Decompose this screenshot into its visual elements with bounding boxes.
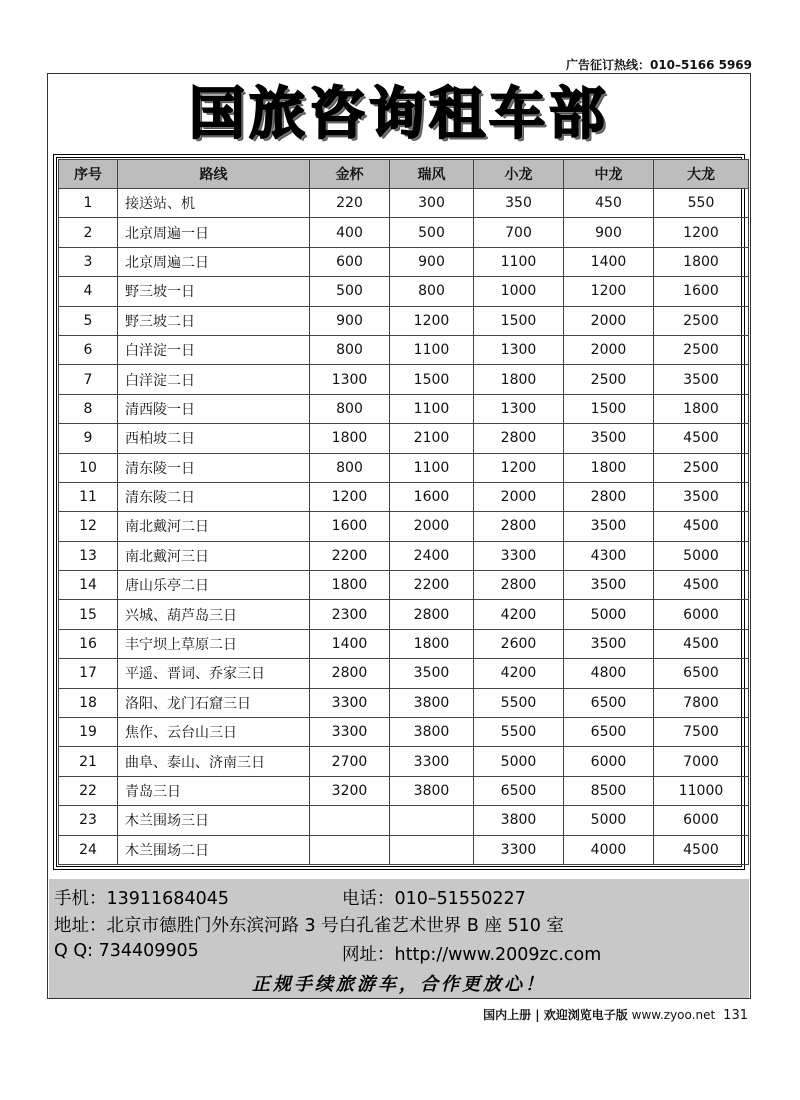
table-row — [59, 394, 749, 423]
cell-jinbei: 1300 — [310, 365, 390, 394]
cell-ruifeng: 2100 — [390, 424, 474, 453]
cell-route: 接送站、机 — [118, 189, 310, 218]
cell-route: 焦作、云台山三日 — [118, 718, 310, 747]
cell-xiaolong: 1300 — [474, 335, 564, 364]
cell-jinbei: 500 — [310, 277, 390, 306]
cell-index: 24 — [59, 835, 118, 864]
cell-dalong: 550 — [654, 189, 749, 218]
qq-text: Q Q: 734409905 — [54, 941, 199, 961]
slogan: 正规手续旅游车，合作更放心！ — [252, 974, 546, 995]
price-table — [58, 159, 749, 865]
table-row — [59, 247, 749, 276]
cell-jinbei: 800 — [310, 453, 390, 482]
table-row — [59, 629, 749, 658]
cell-dalong: 4500 — [654, 512, 749, 541]
contact-panel — [49, 879, 749, 998]
header-route: 路线 — [118, 160, 310, 189]
cell-ruifeng: 300 — [390, 189, 474, 218]
cell-zhonglong: 450 — [564, 189, 654, 218]
cell-ruifeng: 1500 — [390, 365, 474, 394]
cell-dalong: 1800 — [654, 247, 749, 276]
cell-index: 15 — [59, 600, 118, 629]
cell-dalong: 4500 — [654, 571, 749, 600]
cell-route: 唐山乐亭二日 — [118, 571, 310, 600]
header-ruifeng: 瑞风 — [390, 160, 474, 189]
cell-index: 4 — [59, 277, 118, 306]
cell-ruifeng: 3800 — [390, 718, 474, 747]
cell-dalong: 6000 — [654, 806, 749, 835]
cell-jinbei: 2200 — [310, 541, 390, 570]
footer-site: www.zyoo.net — [627, 1008, 716, 1022]
cell-route: 清西陵一日 — [118, 394, 310, 423]
cell-xiaolong: 2600 — [474, 629, 564, 658]
table-row — [59, 482, 749, 511]
cell-jinbei: 2700 — [310, 747, 390, 776]
table-row — [59, 189, 749, 218]
table-row — [59, 806, 749, 835]
cell-zhonglong: 4000 — [564, 835, 654, 864]
cell-jinbei: 800 — [310, 394, 390, 423]
cell-zhonglong: 2800 — [564, 482, 654, 511]
cell-route: 南北戴河三日 — [118, 541, 310, 570]
cell-xiaolong: 1800 — [474, 365, 564, 394]
cell-dalong: 4500 — [654, 835, 749, 864]
table-row — [59, 571, 749, 600]
cell-route: 洛阳、龙门石窟三日 — [118, 688, 310, 717]
cell-dalong: 2500 — [654, 306, 749, 335]
cell-index: 22 — [59, 776, 118, 805]
cell-ruifeng: 2400 — [390, 541, 474, 570]
cell-index: 18 — [59, 688, 118, 717]
cell-index: 14 — [59, 571, 118, 600]
cell-index: 21 — [59, 747, 118, 776]
cell-zhonglong: 3500 — [564, 629, 654, 658]
table-row — [59, 541, 749, 570]
table-row — [59, 747, 749, 776]
cell-jinbei: 1400 — [310, 629, 390, 658]
cell-index: 10 — [59, 453, 118, 482]
table-row — [59, 277, 749, 306]
cell-xiaolong: 1300 — [474, 394, 564, 423]
cell-jinbei: 3200 — [310, 776, 390, 805]
cell-ruifeng — [390, 835, 474, 864]
table-row — [59, 335, 749, 364]
table-row — [59, 776, 749, 805]
cell-ruifeng: 3800 — [390, 688, 474, 717]
cell-jinbei: 3300 — [310, 688, 390, 717]
cell-ruifeng: 3300 — [390, 747, 474, 776]
table-row — [59, 835, 749, 864]
cell-route: 木兰围场三日 — [118, 806, 310, 835]
table-row — [59, 512, 749, 541]
cell-xiaolong: 5000 — [474, 747, 564, 776]
cell-ruifeng — [390, 806, 474, 835]
page-number: 131 — [723, 1008, 748, 1023]
table-row — [59, 218, 749, 247]
cell-ruifeng: 900 — [390, 247, 474, 276]
price-table-container — [53, 154, 745, 870]
cell-route: 北京周遍一日 — [118, 218, 310, 247]
cell-route: 木兰围场二日 — [118, 835, 310, 864]
cell-zhonglong: 1200 — [564, 277, 654, 306]
cell-route: 兴城、葫芦岛三日 — [118, 600, 310, 629]
cell-jinbei: 800 — [310, 335, 390, 364]
cell-route: 西柏坡二日 — [118, 424, 310, 453]
cell-jinbei: 220 — [310, 189, 390, 218]
cell-jinbei — [310, 806, 390, 835]
cell-xiaolong: 1100 — [474, 247, 564, 276]
cell-dalong: 3500 — [654, 365, 749, 394]
cell-jinbei — [310, 835, 390, 864]
cell-xiaolong: 700 — [474, 218, 564, 247]
page-title: 国旅咨询租车部 — [189, 82, 609, 147]
cell-dalong: 5000 — [654, 541, 749, 570]
cell-index: 6 — [59, 335, 118, 364]
table-row — [59, 718, 749, 747]
cell-dalong: 6500 — [654, 659, 749, 688]
cell-xiaolong: 3300 — [474, 541, 564, 570]
cell-route: 野三坡一日 — [118, 277, 310, 306]
cell-zhonglong: 5000 — [564, 806, 654, 835]
cell-xiaolong: 6500 — [474, 776, 564, 805]
cell-zhonglong: 3500 — [564, 512, 654, 541]
cell-jinbei: 1200 — [310, 482, 390, 511]
mobile-text: 手机：13911684045 — [54, 889, 229, 909]
cell-route: 南北戴河二日 — [118, 512, 310, 541]
cell-route: 曲阜、泰山、济南三日 — [118, 747, 310, 776]
cell-jinbei: 2300 — [310, 600, 390, 629]
cell-dalong: 1800 — [654, 394, 749, 423]
cell-dalong: 7800 — [654, 688, 749, 717]
page-frame — [47, 73, 751, 999]
cell-index: 12 — [59, 512, 118, 541]
cell-route: 白洋淀一日 — [118, 335, 310, 364]
table-row — [59, 453, 749, 482]
cell-index: 9 — [59, 424, 118, 453]
table-header-row — [59, 160, 749, 189]
website-text: 网址：http://www.2009zc.com — [342, 945, 602, 965]
cell-index: 13 — [59, 541, 118, 570]
cell-dalong: 6000 — [654, 600, 749, 629]
cell-xiaolong: 2800 — [474, 512, 564, 541]
cell-index: 1 — [59, 189, 118, 218]
cell-jinbei: 2800 — [310, 659, 390, 688]
cell-jinbei: 1600 — [310, 512, 390, 541]
cell-route: 青岛三日 — [118, 776, 310, 805]
cell-ruifeng: 500 — [390, 218, 474, 247]
cell-route: 平遥、晋词、乔家三日 — [118, 659, 310, 688]
cell-route: 野三坡二日 — [118, 306, 310, 335]
cell-dalong: 2500 — [654, 335, 749, 364]
table-row — [59, 659, 749, 688]
cell-zhonglong: 1500 — [564, 394, 654, 423]
table-row — [59, 424, 749, 453]
cell-jinbei: 1800 — [310, 571, 390, 600]
cell-dalong: 2500 — [654, 453, 749, 482]
cell-index: 17 — [59, 659, 118, 688]
cell-dalong: 7500 — [654, 718, 749, 747]
cell-ruifeng: 1200 — [390, 306, 474, 335]
cell-ruifeng: 1100 — [390, 394, 474, 423]
cell-ruifeng: 800 — [390, 277, 474, 306]
cell-xiaolong: 3300 — [474, 835, 564, 864]
cell-jinbei: 1800 — [310, 424, 390, 453]
cell-xiaolong: 2000 — [474, 482, 564, 511]
cell-dalong: 11000 — [654, 776, 749, 805]
cell-route: 清东陵一日 — [118, 453, 310, 482]
cell-index: 11 — [59, 482, 118, 511]
cell-xiaolong: 2800 — [474, 571, 564, 600]
cell-ruifeng: 1100 — [390, 335, 474, 364]
cell-ruifeng: 1600 — [390, 482, 474, 511]
cell-dalong: 7000 — [654, 747, 749, 776]
cell-ruifeng: 1800 — [390, 629, 474, 658]
cell-index: 16 — [59, 629, 118, 658]
cell-zhonglong: 4300 — [564, 541, 654, 570]
header-xiaolong: 小龙 — [474, 160, 564, 189]
table-row — [59, 306, 749, 335]
cell-route: 清东陵二日 — [118, 482, 310, 511]
cell-xiaolong: 3800 — [474, 806, 564, 835]
cell-index: 2 — [59, 218, 118, 247]
cell-xiaolong: 1500 — [474, 306, 564, 335]
cell-ruifeng: 3800 — [390, 776, 474, 805]
table-row — [59, 365, 749, 394]
cell-zhonglong: 6000 — [564, 747, 654, 776]
cell-jinbei: 400 — [310, 218, 390, 247]
cell-route: 白洋淀二日 — [118, 365, 310, 394]
cell-zhonglong: 6500 — [564, 718, 654, 747]
table-row — [59, 688, 749, 717]
header-zhonglong: 中龙 — [564, 160, 654, 189]
cell-zhonglong: 1800 — [564, 453, 654, 482]
cell-dalong: 3500 — [654, 482, 749, 511]
cell-index: 8 — [59, 394, 118, 423]
header-index: 序号 — [59, 160, 118, 189]
cell-xiaolong: 1000 — [474, 277, 564, 306]
header-jinbei: 金杯 — [310, 160, 390, 189]
header-dalong: 大龙 — [654, 160, 749, 189]
cell-zhonglong: 3500 — [564, 424, 654, 453]
ad-hotline: 广告征订热线：010–5166 5969 — [565, 58, 752, 72]
cell-zhonglong: 2000 — [564, 306, 654, 335]
phone-text: 电话：010–51550227 — [342, 889, 526, 909]
cell-index: 7 — [59, 365, 118, 394]
cell-dalong: 1200 — [654, 218, 749, 247]
cell-xiaolong: 4200 — [474, 600, 564, 629]
cell-index: 23 — [59, 806, 118, 835]
cell-index: 5 — [59, 306, 118, 335]
cell-ruifeng: 3500 — [390, 659, 474, 688]
cell-dalong: 4500 — [654, 424, 749, 453]
cell-jinbei: 900 — [310, 306, 390, 335]
cell-ruifeng: 1100 — [390, 453, 474, 482]
cell-ruifeng: 2000 — [390, 512, 474, 541]
cell-route: 北京周遍二日 — [118, 247, 310, 276]
cell-ruifeng: 2800 — [390, 600, 474, 629]
cell-zhonglong: 3500 — [564, 571, 654, 600]
cell-zhonglong: 1400 — [564, 247, 654, 276]
cell-zhonglong: 4800 — [564, 659, 654, 688]
cell-xiaolong: 4200 — [474, 659, 564, 688]
cell-xiaolong: 5500 — [474, 718, 564, 747]
cell-xiaolong: 5500 — [474, 688, 564, 717]
cell-zhonglong: 2000 — [564, 335, 654, 364]
cell-jinbei: 3300 — [310, 718, 390, 747]
cell-dalong: 4500 — [654, 629, 749, 658]
cell-index: 3 — [59, 247, 118, 276]
cell-jinbei: 600 — [310, 247, 390, 276]
table-row — [59, 600, 749, 629]
cell-zhonglong: 8500 — [564, 776, 654, 805]
cell-dalong: 1600 — [654, 277, 749, 306]
cell-xiaolong: 350 — [474, 189, 564, 218]
cell-zhonglong: 2500 — [564, 365, 654, 394]
cell-route: 丰宁坝上草原二日 — [118, 629, 310, 658]
cell-zhonglong: 900 — [564, 218, 654, 247]
cell-xiaolong: 1200 — [474, 453, 564, 482]
cell-index: 19 — [59, 718, 118, 747]
cell-zhonglong: 5000 — [564, 600, 654, 629]
footer-section: 国内上册 | 欢迎浏览电子版 — [483, 1008, 628, 1022]
cell-ruifeng: 2200 — [390, 571, 474, 600]
page-footer — [483, 1006, 748, 1023]
cell-xiaolong: 2800 — [474, 424, 564, 453]
address-text: 地址：北京市德胜门外东滨河路 3 号白孔雀艺术世界 B 座 510 室 — [54, 916, 564, 936]
cell-zhonglong: 6500 — [564, 688, 654, 717]
